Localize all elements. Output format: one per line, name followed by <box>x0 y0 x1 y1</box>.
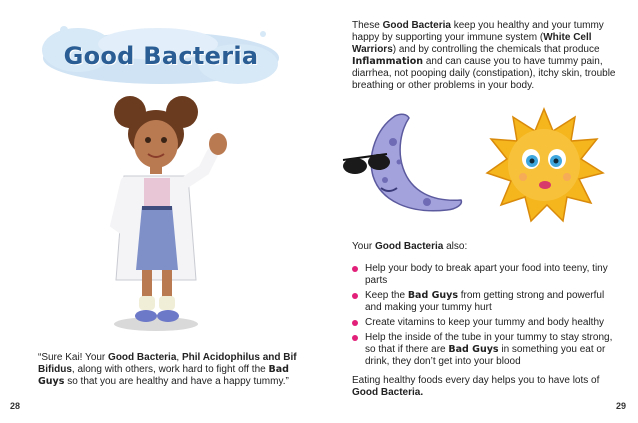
bad-guys-term: Bad Guys <box>407 290 458 301</box>
intro-text-1: These <box>352 20 383 31</box>
right-page <box>319 0 638 423</box>
good-bacteria-term: Good Bacteria <box>382 20 451 31</box>
sun-bacteria-with-face <box>479 105 609 225</box>
bacteria-names: Phil Acidophilus and Bif Bifidus <box>38 352 297 375</box>
list-item-text-pre: Help the inside of the tube in your tummy to stay strong, so that if there are <box>365 332 613 355</box>
title-banner <box>38 20 284 92</box>
good-bacteria-term: Good Bacteria <box>108 352 177 363</box>
intro-text-2: keep you healthy and your tummy happy by supporting your immune system ( <box>352 20 604 43</box>
intro-text-4: and can cause you to have tummy pain, diarrhea, not pooping daily (constipation), itchy skin, trouble breathing or other problems in your body. <box>352 56 616 91</box>
white-cell-warriors-term: White Cell Warriors <box>352 32 592 55</box>
list-item-text-pre: Keep the <box>365 290 408 301</box>
quote-text-4: so that you are healthy and have a happy tummy.” <box>64 376 289 387</box>
good-bacteria-term: Good Bacteria <box>374 241 444 252</box>
bullet-dot-icon <box>352 335 358 341</box>
bullet-dot-icon <box>352 293 358 299</box>
also-text-2: also: <box>443 241 468 252</box>
quote-paragraph <box>38 352 308 388</box>
bullet-dot-icon <box>352 320 358 326</box>
inflammation-term: Inflammation <box>352 56 424 67</box>
also-heading <box>352 241 467 252</box>
closing-paragraph <box>352 375 614 399</box>
quote-text-3: , along with others, work hard to fight off the <box>71 364 269 375</box>
also-text-1: Your <box>352 241 375 252</box>
list-item-text: Create vitamins to keep your tummy and body healthy <box>365 317 605 328</box>
quote-text-2: , <box>176 352 182 363</box>
page-number-right: 29 <box>615 401 626 411</box>
quote-text-1: “Sure Kai! Your <box>38 352 109 363</box>
list-item-text-post: in something you eat or drink, they don’t get into your blood <box>365 344 606 367</box>
bad-guys-term: Bad Guys <box>448 344 499 355</box>
benefits-list <box>352 263 614 371</box>
page-number-left: 28 <box>10 401 21 411</box>
page-title: Good Bacteria <box>63 42 259 70</box>
closing-text-1: Eating healthy foods every day helps you to have lots of <box>352 375 600 386</box>
list-item <box>352 263 614 287</box>
list-item-text: Help your body to break apart your food into teeny, tiny parts <box>365 263 608 286</box>
list-item <box>352 332 614 368</box>
bullet-dot-icon <box>352 266 358 272</box>
bad-guys-term: Bad Guys <box>38 364 289 387</box>
good-bacteria-term: Good Bacteria. <box>352 387 424 398</box>
moon-bacteria-with-sunglasses <box>337 110 467 220</box>
girl-scientist-illustration <box>78 84 248 334</box>
list-item-text-post: from getting strong and powerful and making your tummy hurt <box>365 290 605 313</box>
intro-text-3: ) and by controlling the chemicals that produce <box>392 44 600 55</box>
intro-paragraph <box>352 20 620 92</box>
list-item <box>352 290 614 314</box>
list-item <box>352 317 614 329</box>
